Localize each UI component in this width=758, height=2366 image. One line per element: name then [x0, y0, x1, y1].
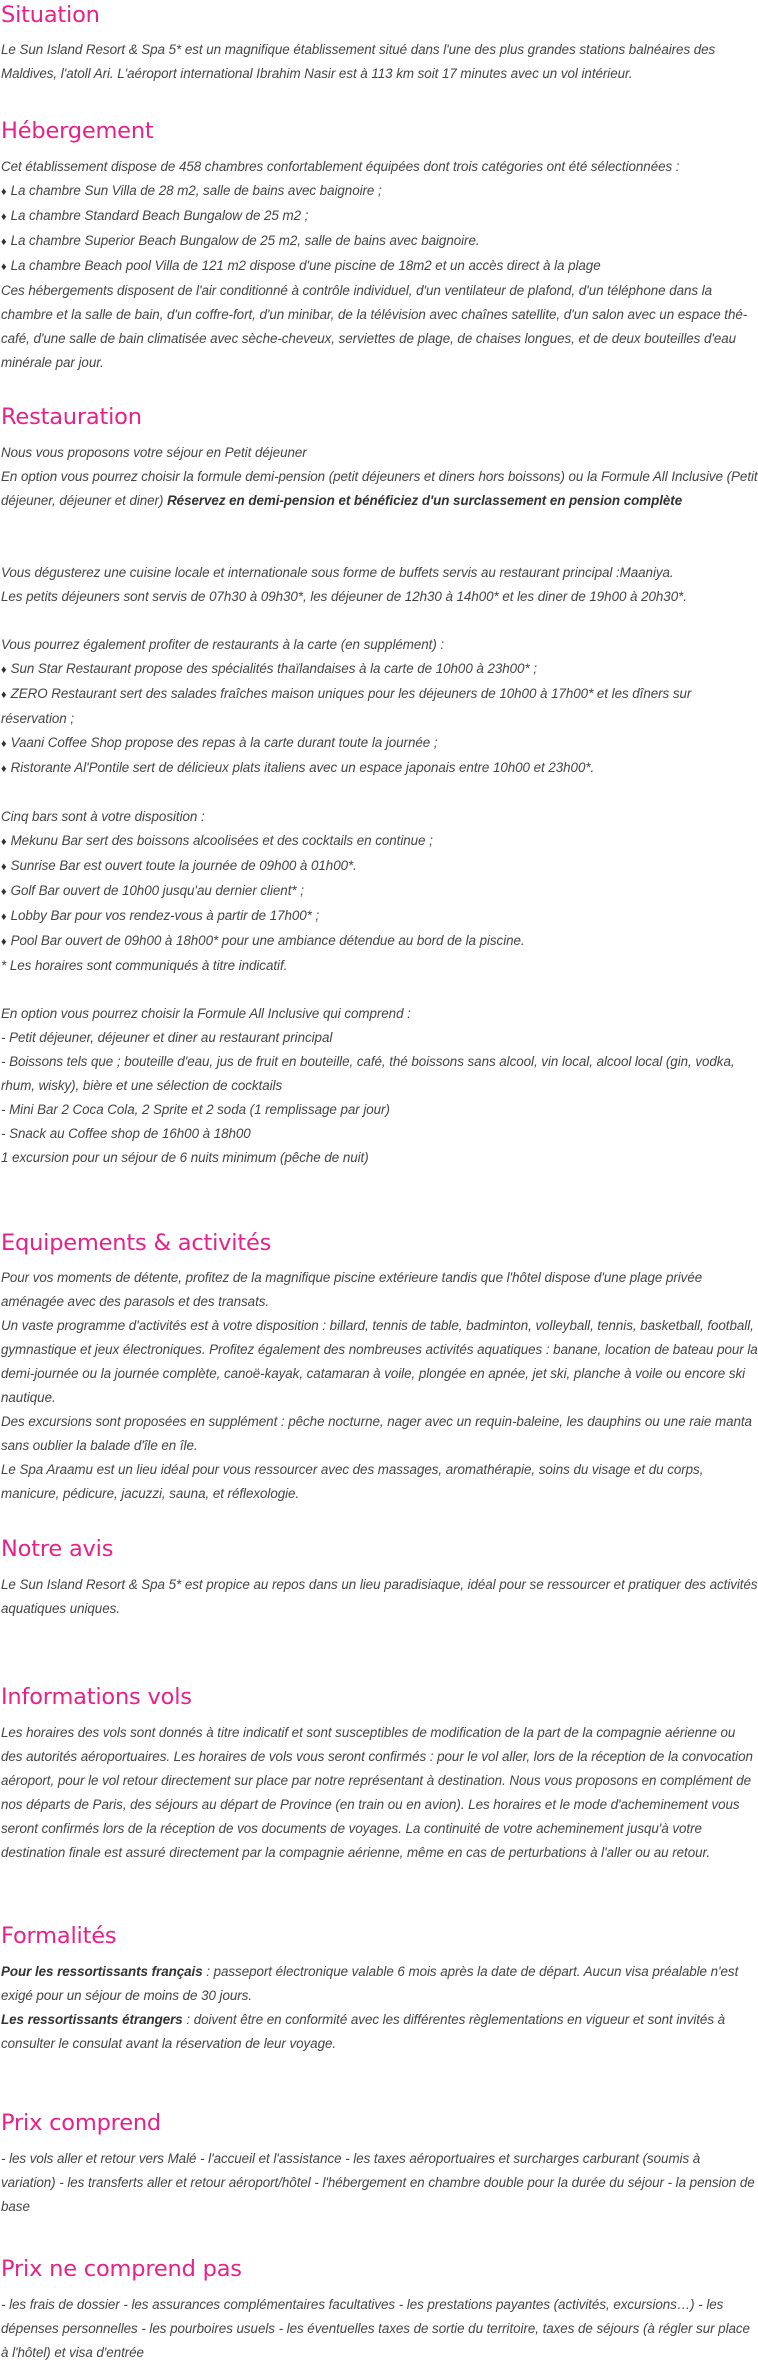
- hebergement-text: Ces hébergements disposent de l'air conditionné à contrôle individuel, d'un ventilateur de plafond, d'un téléphone dans la chambre et la salle de bain, d'un coffre-fort, d'un minibar, de la télévision avec chaînes satellite, d'un salon avec un espace thé-café, d'une salle de bain climatisée avec sèche-cheveux, serviettes de plage, de chaises longues, et de deux bouteilles d'eau minérale par jour.: [1, 283, 748, 370]
- formalites-francais-label: Pour les ressortissants français: [1, 1964, 203, 1979]
- section-equipements: [0, 1228, 758, 1506]
- vols-title: Informations vols: [1, 1684, 192, 1710]
- restauration-buffet: Vous dégusterez une cuisine locale et internationale sous forme de buffets servis au restaurant principal :Maaniya.: [1, 565, 674, 580]
- formalites-francais: [0, 1960, 758, 2008]
- formalites-etrangers: [0, 2008, 758, 2056]
- hebergement-intro: Cet établissement dispose de 458 chambres confortablement équipées dont trois catégories ont été sélectionnées :: [1, 159, 680, 174]
- section-hebergement: [0, 116, 758, 375]
- room-item: ♦ La chambre Beach pool Villa de 121 m2 dispose d'une piscine de 18m2 et un accès direct à la plage: [0, 254, 758, 279]
- equipements-title: Equipements & activités: [1, 1230, 272, 1256]
- section-formalites: [0, 1921, 758, 2056]
- all-inclusive-item: - Mini Bar 2 Coca Cola, 2 Sprite et 2 soda (1 remplissage par jour): [1, 1102, 390, 1117]
- bars-intro: Cinq bars sont à votre disposition :: [1, 809, 205, 824]
- restaurant-item: ♦ Ristorante Al'Pontile sert de délicieux plats italiens avec un espace japonais entre 10h00 et 23h00*.: [0, 756, 758, 781]
- section-prix-comprend: [0, 2108, 758, 2219]
- vols-text: Les horaires des vols sont donnés à titre indicatif et sont susceptibles de modification de la part de la compagnie aérienne ou des autorités aéroportuaires. Les horaires de vols vous seront confirmés : pour le vol aller, lors de la réception de la convocation aéroport, pour le vol retour directement sur place par notre représentant à destination. Nous vous proposons en complément de nos départs de Paris, des séjours au départ de Province (en train ou en avion). Les horaires et le mode d'acheminement vous seront confirmés lors de la réception de vos documents de voyages. La continuité de votre acheminement jusqu'à votre destination finale est assuré directement par la compagnie aérienne, même en cas de perturbations à l'aller ou au retour.: [1, 1725, 753, 1860]
- formalites-francais-text: : passeport électronique valable 6 mois après la date de départ. Aucun visa préalable n'est exigé pour un séjour de moins de 30 jours.: [1, 1964, 739, 2003]
- prix-title: Prix comprend: [1, 2110, 162, 2136]
- hours-note: * Les horaires sont communiqués à titre indicatif.: [1, 958, 288, 973]
- all-inclusive-item: - Snack au Coffee shop de 16h00 à 18h00: [1, 1126, 251, 1141]
- formalites-etrangers-label: Les ressortissants étrangers: [1, 2012, 183, 2027]
- section-vols: [0, 1682, 758, 1865]
- bar-item: ♦ Golf Bar ouvert de 10h00 jusqu'au dernier client* ;: [0, 879, 758, 904]
- prix-text: - les vols aller et retour vers Malé - l'accueil et l'assistance - les taxes aéroportuaires et surcharges carburant (soumis à variation) - les transferts aller et retour aéroport/hôtel - l'hébergement en chambre double pour la durée du séjour - la pension de base: [1, 2151, 755, 2214]
- all-inclusive-item: - Boissons tels que ; bouteille d'eau, jus de fruit en bouteille, café, thé boissons sans alcool, vin local, alcool local (gin, vodka, rhum, wisky), bière et une sélection de cocktails: [1, 1054, 735, 1093]
- section-situation: [0, 0, 758, 86]
- situation-text: Le Sun Island Resort & Spa 5* est un magnifique établissement situé dans l'une des plus grandes stations balnéaires des Maldives, l'atoll Ari. L'aéroport international Ibrahim Nasir est à 113 km soit 17 minutes avec un vol intérieur.: [1, 42, 716, 81]
- hebergement-title: Hébergement: [1, 118, 154, 144]
- bar-item: ♦ Mekunu Bar sert des boissons alcoolisées et des cocktails en continue ;: [0, 829, 758, 854]
- section-prix-exclus: [0, 2254, 758, 2365]
- avis-title: Notre avis: [1, 1536, 114, 1562]
- restauration-line2-text: En option vous pourrez choisir la formule demi-pension (petit déjeuners et diners hors boissons) ou la Formule All Inclusive (Petit déjeuner, déjeuner et diner): [1, 469, 758, 508]
- bar-item: ♦ Sunrise Bar est ouvert toute la journée de 09h00 à 01h00*.: [0, 854, 758, 879]
- all-inclusive-item: - Petit déjeuner, déjeuner et diner au restaurant principal: [1, 1030, 333, 1045]
- restauration-line2: [0, 465, 758, 513]
- restaurant-item: ♦ ZERO Restaurant sert des salades fraîches maison uniques pour les déjeuners de 10h00 à 17h00* et les dîners sur réservation ;: [0, 682, 758, 731]
- equipements-p3: Des excursions sont proposées en supplément : pêche nocturne, nager avec un requin-baleine, les dauphins ou une raie manta sans oublier la balade d'île en île.: [1, 1414, 752, 1453]
- room-item: ♦ La chambre Sun Villa de 28 m2, salle de bains avec baignoire ;: [0, 179, 758, 204]
- equipements-p4: Le Spa Araamu est un lieu idéal pour vous ressourcer avec des massages, aromathérapie, soins du visage et du corps, manicure, pédicure, jacuzzi, sauna, et réflexologie.: [1, 1462, 704, 1501]
- bar-item: ♦ Pool Bar ouvert de 09h00 à 18h00* pour une ambiance détendue au bord de la piscine.: [0, 929, 758, 954]
- prix-exclus-title: Prix ne comprend pas: [1, 2256, 242, 2282]
- room-item: ♦ La chambre Superior Beach Bungalow de 25 m2, salle de bains avec baignoire.: [0, 229, 758, 254]
- alacarte-intro: Vous pourrez également profiter de restaurants à la carte (en supplément) :: [1, 637, 445, 652]
- restaurant-item: ♦ Vaani Coffee Shop propose des repas à la carte durant toute la journée ;: [0, 731, 758, 756]
- formalites-title: Formalités: [1, 1923, 117, 1949]
- equipements-p1: Pour vos moments de détente, profitez de la magnifique piscine extérieure tandis que l'hôtel dispose d'une plage privée aménagée avec des parasols et des transats.: [1, 1270, 703, 1309]
- restauration-line1: Nous vous proposons votre séjour en Petit déjeuner: [1, 445, 307, 460]
- prix-exclus-text: - les frais de dossier - les assurances complémentaires facultatives - les prestations payantes (activités, excursions…) - les dépenses personnelles - les pourboires usuels - les éventuelles taxes de sortie du territoire, taxes de séjours (à régler sur place à l'hôtel) et visa d'entrée: [1, 2297, 750, 2360]
- restauration-title: Restauration: [1, 404, 142, 430]
- restaurant-item: ♦ Sun Star Restaurant propose des spécialités thaïlandaises à la carte de 10h00 à 23h00* ;: [0, 657, 758, 682]
- restauration-hours: Les petits déjeuners sont servis de 07h30 à 09h30*, les déjeuner de 12h30 à 14h00* et les diner de 19h00 à 20h30*.: [1, 589, 687, 604]
- room-item: ♦ La chambre Standard Beach Bungalow de 25 m2 ;: [0, 204, 758, 229]
- formalites-etrangers-text: : doivent être en conformité avec les différentes règlementations en vigueur et sont invités à consulter le consulat avant la réservation de leur voyage.: [1, 2012, 726, 2051]
- bar-item: ♦ Lobby Bar pour vos rendez-vous à partir de 17h00* ;: [0, 904, 758, 929]
- restauration-promo: Réservez en demi-pension et bénéficiez d'un surclassement en pension complète: [167, 493, 683, 508]
- situation-title: Situation: [1, 2, 100, 28]
- section-restauration: [0, 402, 758, 1170]
- equipements-p2: Un vaste programme d'activités est à votre disposition : billard, tennis de table, badminton, volleyball, tennis, basketball, football, gymnastique et jeux électroniques. Profitez également des nombreuses activités aquatiques : banane, location de bateau pour la demi-journée ou la journée complète, canoë-kayak, catamaran à voile, plongée en apnée, jet ski, planche à voile ou encore ski nautique.: [1, 1318, 758, 1405]
- section-avis: [0, 1534, 758, 1621]
- all-inclusive-item: 1 excursion pour un séjour de 6 nuits minimum (pêche de nuit): [1, 1150, 369, 1165]
- avis-text: Le Sun Island Resort & Spa 5* est propice au repos dans un lieu paradisiaque, idéal pour se ressourcer et pratiquer des activités aquatiques uniques.: [1, 1577, 758, 1616]
- all-inclusive-intro: En option vous pourrez choisir la Formule All Inclusive qui comprend :: [1, 1006, 411, 1021]
